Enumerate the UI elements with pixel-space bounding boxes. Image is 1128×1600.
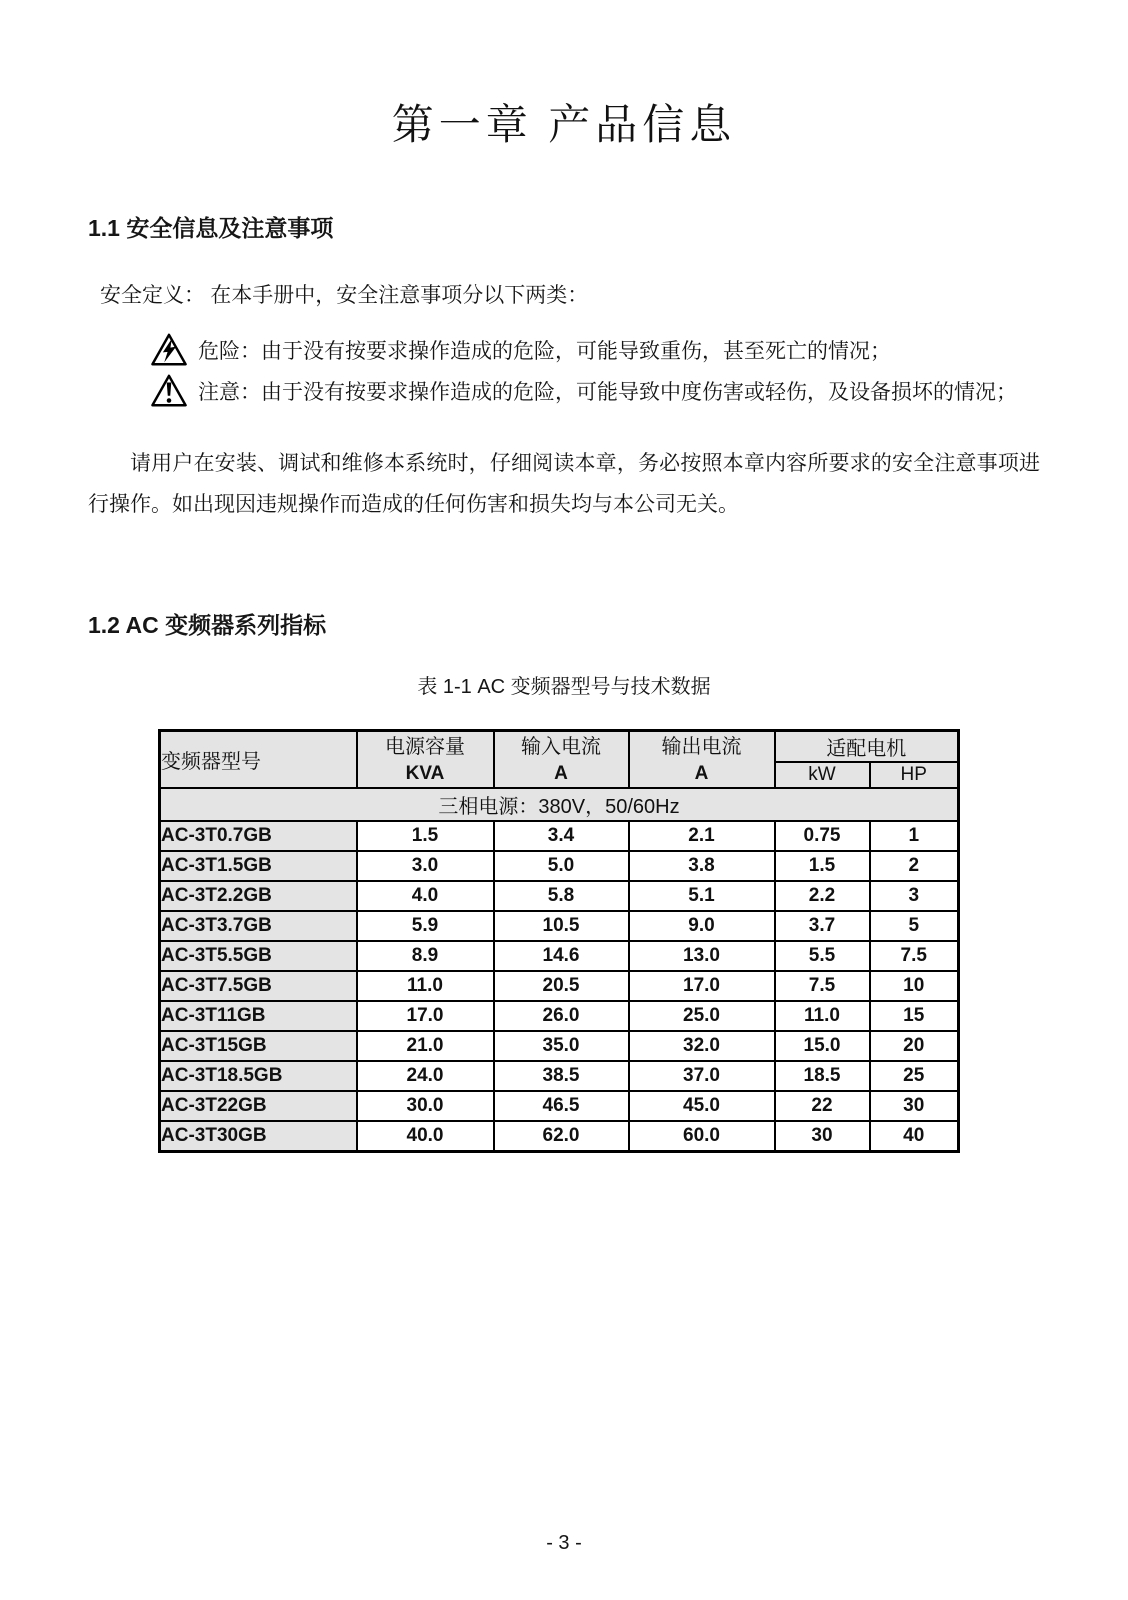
value-cell: 8.9 [357,941,494,971]
value-cell: 10.5 [494,911,629,941]
safety-definition-text: 安全定义： 在本手册中，安全注意事项分以下两类： [100,283,589,307]
value-cell: 40.0 [357,1121,494,1152]
header-output-unit: A [694,763,709,784]
table-row [160,1031,959,1061]
value-cell: 17.0 [357,1001,494,1031]
value-cell: 35.0 [494,1031,629,1061]
model-cell: AC-3T0.7GB [160,821,357,851]
value-cell: 14.6 [494,941,629,971]
three-phase-subheader: 三相电源：380V，50/60Hz [160,788,959,821]
table-row [160,1061,959,1091]
value-cell: 7.5 [775,971,870,1001]
value-cell: 30.0 [357,1091,494,1121]
model-cell: AC-3T11GB [160,1001,357,1031]
value-cell: 45.0 [629,1091,775,1121]
value-cell: 22 [775,1091,870,1121]
value-cell: 24.0 [357,1061,494,1091]
value-cell: 1.5 [775,851,870,881]
page-number: - 3 - [546,1532,582,1554]
value-cell: 3.8 [629,851,775,881]
value-cell: 18.5 [775,1061,870,1091]
header-motor-hp: HP [870,762,959,788]
value-cell: 5.8 [494,881,629,911]
caution-warning-text: 注意：由于没有按要求操作造成的危险，可能导致中度伤害或轻伤，及设备损坏的情况； [198,379,1017,404]
value-cell: 15 [870,1001,959,1031]
table-row [160,1001,959,1031]
model-cell: AC-3T2.2GB [160,881,357,911]
value-cell: 3 [870,881,959,911]
header-capacity-label: 电源容量 [385,736,465,758]
value-cell: 46.5 [494,1091,629,1121]
section-1-2-heading: 1.2 AC 变频器系列指标 [88,612,327,638]
lightning-triangle-icon [150,332,188,368]
value-cell: 25.0 [629,1001,775,1031]
value-cell: 20 [870,1031,959,1061]
value-cell: 38.5 [494,1061,629,1091]
model-cell: AC-3T7.5GB [160,971,357,1001]
table-row [160,851,959,881]
table-caption: 表 1-1 AC 变频器型号与技术数据 [417,676,711,698]
model-cell: AC-3T18.5GB [160,1061,357,1091]
value-cell: 62.0 [494,1121,629,1152]
chapter-title: 第一章 产品信息 [391,103,737,149]
table-header [160,731,959,822]
model-cell: AC-3T22GB [160,1091,357,1121]
header-capacity-unit: KVA [405,763,445,784]
value-cell: 26.0 [494,1001,629,1031]
model-cell: AC-3T1.5GB [160,851,357,881]
value-cell: 40 [870,1121,959,1152]
value-cell: 3.7 [775,911,870,941]
header-input-label: 输入电流 [521,736,601,758]
value-cell: 60.0 [629,1121,775,1152]
value-cell: 15.0 [775,1031,870,1061]
value-cell: 17.0 [629,971,775,1001]
section-1-1-heading: 1.1 安全信息及注意事项 [88,215,334,241]
value-cell: 11.0 [775,1001,870,1031]
value-cell: 2.2 [775,881,870,911]
danger-warning-row [150,329,1040,370]
value-cell: 20.5 [494,971,629,1001]
table-row [160,821,959,851]
value-cell: 5.9 [357,911,494,941]
value-cell: 13.0 [629,941,775,971]
table-row [160,911,959,941]
warning-list [88,329,1040,411]
value-cell: 4.0 [357,881,494,911]
table-row [160,971,959,1001]
value-cell: 2.1 [629,821,775,851]
model-cell: AC-3T5.5GB [160,941,357,971]
safety-notice-paragraph: 请用户在安装、调试和维修本系统时，仔细阅读本章，务必按照本章内容所要求的安全注意事项进行操作。如出现因违规操作而造成的任何伤害和损失均与本公司无关。 [88,451,1040,516]
value-cell: 5 [870,911,959,941]
value-cell: 30 [775,1121,870,1152]
header-model: 变频器型号 [160,731,357,789]
value-cell: 5.5 [775,941,870,971]
value-cell: 3.4 [494,821,629,851]
value-cell: 10 [870,971,959,1001]
table-body [160,821,959,1152]
table-row [160,941,959,971]
caution-warning-row [150,370,1040,411]
model-cell: AC-3T3.7GB [160,911,357,941]
header-output-label: 输出电流 [661,736,742,758]
exclamation-triangle-icon [150,373,188,409]
inverter-spec-table [158,729,960,1153]
model-cell: AC-3T30GB [160,1121,357,1152]
value-cell: 2 [870,851,959,881]
value-cell: 0.75 [775,821,870,851]
value-cell: 1 [870,821,959,851]
value-cell: 25 [870,1061,959,1091]
header-input-current [494,731,629,789]
header-motor-kw: kW [775,762,870,788]
value-cell: 32.0 [629,1031,775,1061]
value-cell: 3.0 [357,851,494,881]
value-cell: 5.0 [494,851,629,881]
header-motor: 适配电机 [775,731,959,763]
value-cell: 37.0 [629,1061,775,1091]
value-cell: 11.0 [357,971,494,1001]
table-row [160,1121,959,1152]
value-cell: 7.5 [870,941,959,971]
table-row [160,881,959,911]
value-cell: 30 [870,1091,959,1121]
header-output-current [629,731,775,789]
model-cell: AC-3T15GB [160,1031,357,1061]
header-input-unit: A [554,763,568,784]
table-row [160,1091,959,1121]
value-cell: 1.5 [357,821,494,851]
value-cell: 9.0 [629,911,775,941]
value-cell: 21.0 [357,1031,494,1061]
danger-warning-text: 危险：由于没有按要求操作造成的危险，可能导致重伤，甚至死亡的情况； [198,338,891,363]
header-capacity [357,731,494,789]
value-cell: 5.1 [629,881,775,911]
